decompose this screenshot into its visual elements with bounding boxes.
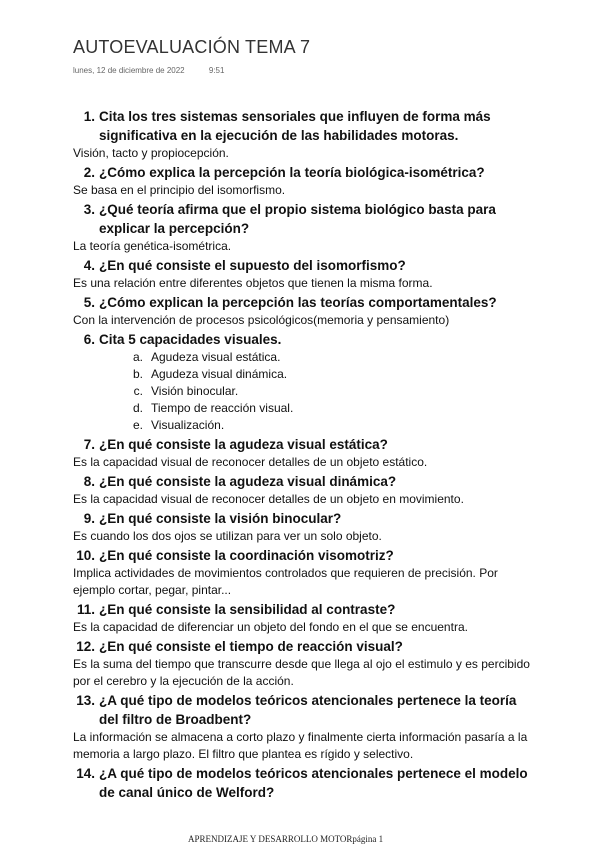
question-block-4 xyxy=(73,256,533,292)
question-block-8 xyxy=(73,472,533,508)
list-item xyxy=(125,349,533,366)
answer-text: Es la capacidad visual de reconocer detalles de un objeto estático. xyxy=(73,455,428,469)
page-title: AUTOEVALUACIÓN TEMA 7 xyxy=(73,37,311,57)
list-letter: d. xyxy=(132,401,143,415)
question-text: ¿En qué consiste la visión binocular? xyxy=(99,511,342,526)
list-letter: c. xyxy=(133,384,143,398)
list-letter: b. xyxy=(132,367,143,381)
footer-title: APRENDIZAJE Y DESARROLLO MOTOR xyxy=(188,834,353,844)
question-block-6 xyxy=(73,330,533,434)
question-block-14 xyxy=(73,764,533,802)
document-body xyxy=(73,106,533,802)
question-block-2 xyxy=(73,163,533,199)
answer-text: Se basa en el principio del isomorfismo. xyxy=(73,183,286,197)
question-number: 4. xyxy=(83,258,95,273)
question-block-12 xyxy=(73,637,533,690)
question-number: 2. xyxy=(83,165,95,180)
question-text: Cita los tres sistemas sensoriales que influyen de forma más significativa en la ejecución de las habilidades motoras. xyxy=(99,109,491,143)
footer-page: página 1 xyxy=(352,834,384,844)
list-item-text: Visualización. xyxy=(151,418,225,432)
list-item xyxy=(125,383,533,400)
question-text: ¿En qué consiste la sensibilidad al contraste? xyxy=(99,602,396,617)
question-block-10 xyxy=(73,546,533,599)
answer-text: Es la capacidad de diferenciar un objeto del fondo en el que se encuentra. xyxy=(73,620,468,634)
list-item-text: Agudeza visual estática. xyxy=(151,350,281,364)
answer-text: Es cuando los dos ojos se utilizan para ver un solo objeto. xyxy=(73,529,382,543)
answer-text: Es la capacidad visual de reconocer detalles de un objeto en movimiento. xyxy=(73,492,464,506)
question-text: ¿En qué consiste la coordinación visomotriz? xyxy=(99,548,394,563)
question-number: 11. xyxy=(76,602,95,617)
answer-text: Es una relación entre diferentes objetos que tienen la misma forma. xyxy=(73,276,433,290)
question-number: 8. xyxy=(83,474,95,489)
page-time: 9:51 xyxy=(208,66,225,75)
list-item xyxy=(125,366,533,383)
question-text: ¿En qué consiste la agudeza visual estática? xyxy=(99,437,388,452)
question-block-1 xyxy=(73,107,533,162)
question-text: ¿A qué tipo de modelos teóricos atencionales pertenece la teoría del filtro de Broadbent? xyxy=(99,693,517,727)
list-item xyxy=(125,417,533,434)
question-text: ¿A qué tipo de modelos teóricos atencionales pertenece el modelo de canal único de Welford? xyxy=(99,766,528,800)
list-item xyxy=(125,400,533,417)
answer-text: Con la intervención de procesos psicológicos(memoria y pensamiento) xyxy=(73,313,450,327)
question-block-9 xyxy=(73,509,533,545)
question-text: ¿En qué consiste el supuesto del isomorfismo? xyxy=(99,258,406,273)
question-block-5 xyxy=(73,293,533,329)
list-item-text: Tiempo de reacción visual. xyxy=(151,401,294,415)
question-number: 1. xyxy=(83,109,95,124)
question-block-13 xyxy=(73,691,533,763)
list-item-text: Agudeza visual dinámica. xyxy=(151,367,288,381)
question-block-3 xyxy=(73,200,533,255)
question-text: ¿Cómo explica la percepción la teoría biológica-isométrica? xyxy=(99,165,485,180)
question-text: ¿En qué consiste el tiempo de reacción visual? xyxy=(99,639,403,654)
question-number: 12. xyxy=(76,639,95,654)
question-number: 13. xyxy=(76,693,95,708)
page-footer xyxy=(188,834,383,844)
page-metadata xyxy=(73,66,224,75)
answer-text: Es la suma del tiempo que transcurre desde que llega al ojo el estimulo y es percibido por el cerebro y la ejecución de la acción. xyxy=(73,657,530,688)
list-letter: a. xyxy=(132,350,143,364)
page-date: lunes, 12 de diciembre de 2022 xyxy=(73,66,185,75)
question-text: Cita 5 capacidades visuales. xyxy=(99,332,282,347)
list-item-text: Visión binocular. xyxy=(151,384,239,398)
list-letter: e. xyxy=(132,418,143,432)
question-block-11 xyxy=(73,600,533,636)
question-number: 6. xyxy=(83,332,95,347)
question-number: 9. xyxy=(83,511,95,526)
question-text: ¿En qué consiste la agudeza visual dinámica? xyxy=(99,474,397,489)
question-number: 3. xyxy=(83,202,95,217)
question-text: ¿Cómo explican la percepción las teorías comportamentales? xyxy=(99,295,497,310)
answer-text: Implica actividades de movimientos controlados que requieren de precisión. Por ejemplo cortar, pegar, pintar... xyxy=(73,566,498,597)
question-text: ¿Qué teoría afirma que el propio sistema biológico basta para explicar la percepción? xyxy=(99,202,496,236)
visual-capacities-list xyxy=(125,349,533,434)
question-number: 14. xyxy=(76,766,95,781)
answer-text: La información se almacena a corto plazo y finalmente cierta información pasaría a la memoria a largo plazo. El filtro que plantea es rígido y selectivo. xyxy=(73,730,528,761)
question-number: 10. xyxy=(76,548,95,563)
question-block-7 xyxy=(73,435,533,471)
question-number: 7. xyxy=(83,437,95,452)
answer-text: La teoría genética-isométrica. xyxy=(73,239,232,253)
question-number: 5. xyxy=(83,295,95,310)
answer-text: Visión, tacto y propiocepción. xyxy=(73,146,229,160)
